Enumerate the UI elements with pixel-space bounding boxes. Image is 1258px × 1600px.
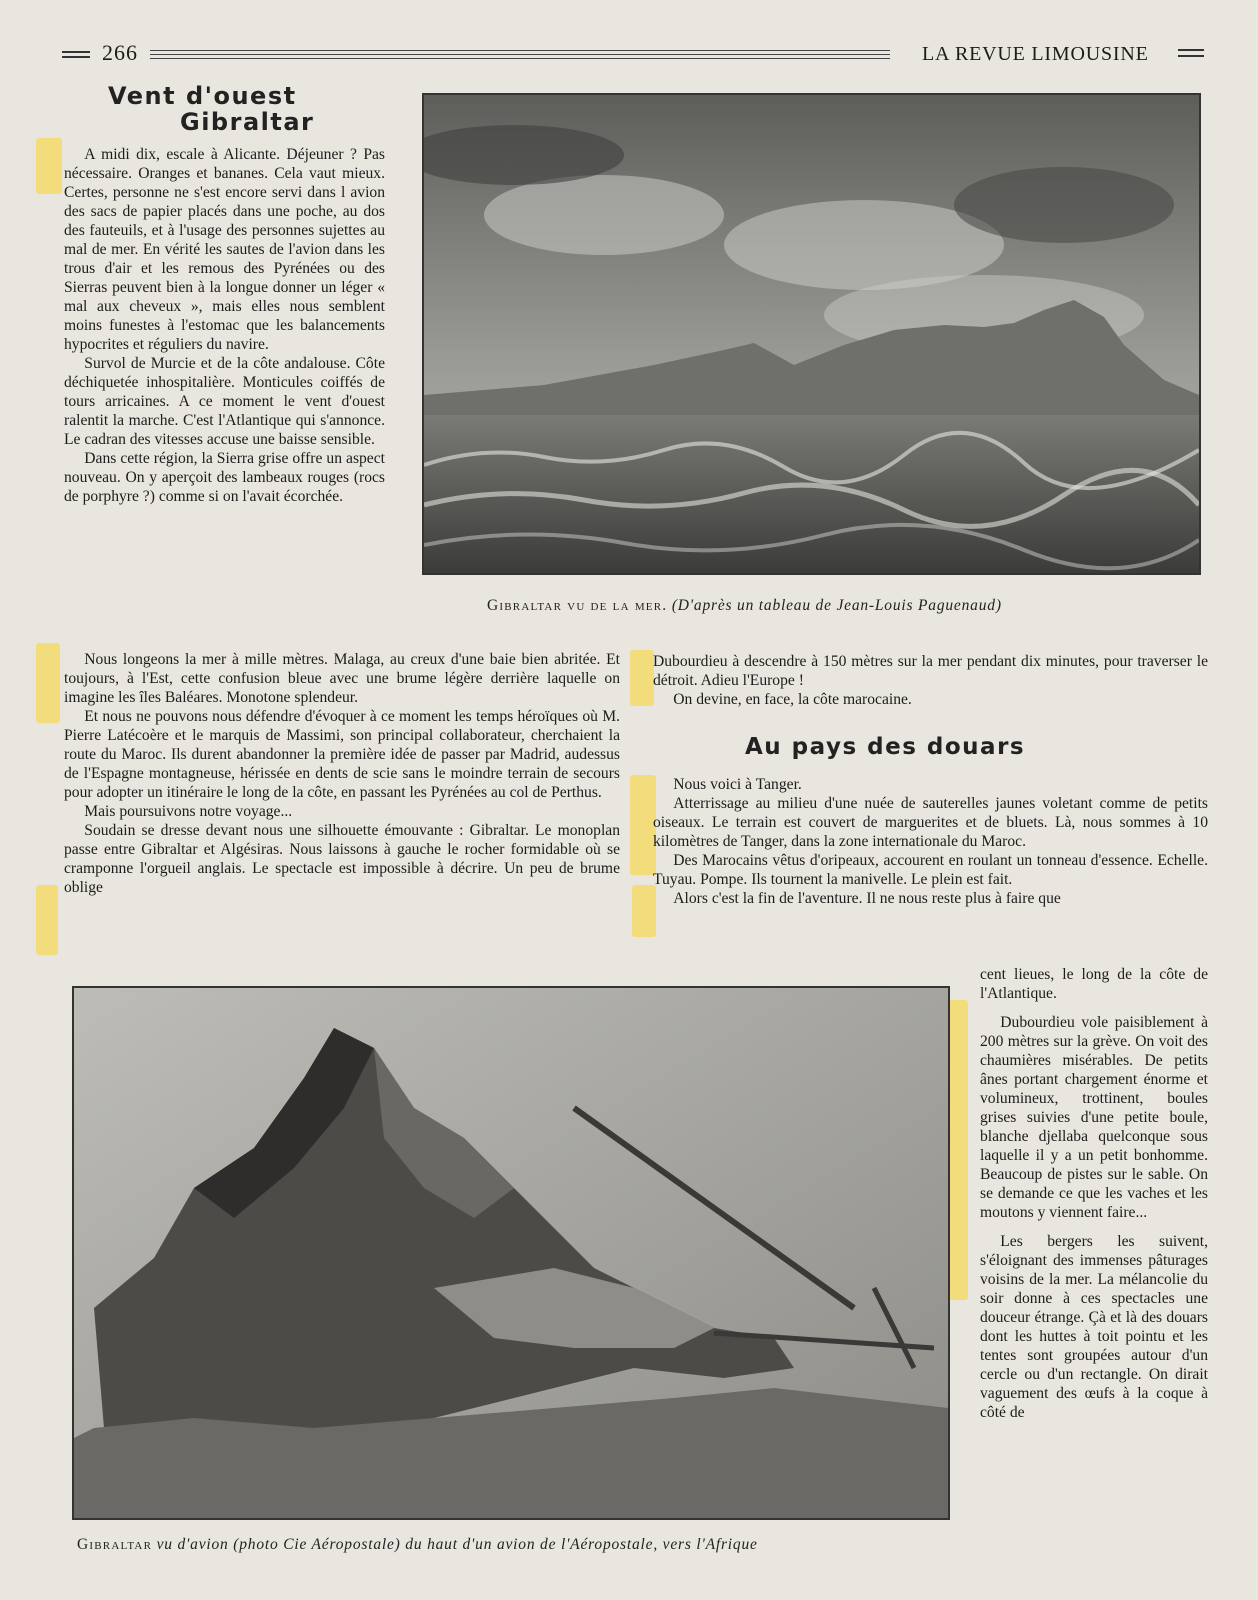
article-column-right-top: [653, 652, 1208, 709]
paragraph: Alors c'est la fin de l'aventure. Il ne nous reste plus à faire que: [673, 890, 1061, 907]
article-column-narrow: [980, 965, 1208, 1422]
caption-title: Gibraltar: [77, 1536, 153, 1553]
paragraph: Nous longeons la mer à mille mètres. Malaga, au creux d'une baie bien abritée. Et toujours, à l'Est, cette confusion bleue avec une brume légère derrière laquelle on imagine les îles Baléares. Monotone splendeur.: [64, 651, 620, 706]
section-title-line1: Vent d'ouest: [108, 82, 297, 110]
section-title-line2: Gibraltar: [180, 108, 315, 136]
paragraph: Survol de Murcie et de la côte andalouse. Côte déchiquetée inhospitalière. Monticules coiffés de tours arricaines. A ce moment le vent d'ouest ralentit la marche. C'est l'Atlantique qui s'annonce. Le cadran des vitesses accuse une baisse sensible.: [64, 355, 385, 448]
paragraph: Des Marocains vêtus d'oripeaux, accourent en roulant un tonneau d'essence. Echelle. Tuyau. Pompe. Ils tournent la manivelle. Le plein est fait.: [653, 852, 1208, 888]
caption-credit: vu d'avion (photo Cie Aéropostale) du haut d'un avion de l'Aéropostale, vers l'Afrique: [156, 1536, 758, 1553]
paragraph: cent lieues, le long de la côte de l'Atlantique.: [980, 966, 1208, 1002]
header-dash-left: [62, 51, 90, 53]
aerial-illustration: [74, 988, 948, 1518]
paragraph: On devine, en face, la côte marocaine.: [673, 691, 912, 708]
caption-credit: (D'après un tableau de Jean-Louis Paguenaud): [671, 597, 1002, 614]
header-rule-mid: [150, 54, 890, 55]
photo-caption-1: [487, 597, 1187, 615]
aerial-photo-gibraltar: [72, 986, 950, 1520]
header-dash-right: [1178, 49, 1204, 51]
paragraph: Dubourdieu vole paisiblement à 200 mètres sur la grève. On voit des chaumières misérables. De petits ânes portant chargement énorme et volumineux, trottinent, boules grises suivies d'une petite boule, blanche djellaba quelconque sous laquelle il y a un petit bonhomme. Beaucoup de pistes sur le sable. On se demande ce que les vaches et les moutons y viennent faire...: [980, 1014, 1208, 1221]
highlight-mark: [36, 885, 58, 955]
article-column-right: [653, 775, 1208, 908]
highlight-mark: [36, 643, 60, 723]
seascape-illustration: [424, 95, 1199, 573]
paragraph: Dubourdieu à descendre à 150 mètres sur la mer pendant dix minutes, pour traverser le détroit. Adieu l'Europe !: [653, 653, 1208, 689]
paragraph: A midi dix, escale à Alicante. Déjeuner ? Pas nécessaire. Oranges et bananes. Cela vaut mieux. Certes, personne ne s'est encore servi dans l avion des sacs de papier placés dans une poche, au dos des fauteuils, et à l'usage des personnes sujettes au mal de mer. En vérité les sautes de l'avion dans les trous d'air et les remous des Pyrénées ou des Sierras peuvent bien à la longue donner un léger « mal aux cheveux », mais elles nous semblent moins funestes à l'estomac que les balancements hypocrites et réguliers du navire.: [64, 146, 385, 353]
header-rule-top: [150, 50, 890, 51]
paragraph: Nous voici à Tanger.: [673, 776, 802, 793]
caption-title: Gibraltar vu de la mer.: [487, 597, 668, 614]
section-title-douars: Au pays des douars: [745, 734, 1026, 760]
painting-gibraltar-from-sea: [422, 93, 1201, 575]
header-dash-right-2: [1178, 55, 1204, 57]
paragraph: Soudain se dresse devant nous une silhouette émouvante : Gibraltar. Le monoplan passe entre Gibraltar et Algésiras. Nous laissons à gauche le rocher formidable où se cramponne l'orgueil anglais. Le spectacle est impossible à décrire. Un peu de brume oblige: [64, 822, 620, 896]
paragraph: Mais poursuivons notre voyage...: [84, 803, 293, 820]
highlight-mark: [36, 138, 62, 194]
photo-caption-2: [77, 1536, 957, 1554]
header-rule-bottom: [150, 58, 890, 59]
paragraph: Dans cette région, la Sierra grise offre un aspect nouveau. On y aperçoit des lambeaux rouges (rocs de porphyre ?) comme si on l'avait écorchée.: [64, 450, 385, 505]
highlight-mark: [630, 650, 654, 706]
article-column-wide: [64, 650, 620, 897]
journal-title: LA REVUE LIMOUSINE: [922, 43, 1149, 65]
paragraph: Et nous ne pouvons nous défendre d'évoquer à ce moment les temps héroïques où M. Pierre Latécoère et le marquis de Massimi, son principal collaborateur, cherchaient la route du Maroc. Ils durent abandonner la première idée de passer par Madrid, audessus de l'Espagne montagneuse, hérissée en dents de scie sans le moindre terrain de secours pour adopter un itinéraire le long de la côte, en passant les Pyrénées au col de Perthus.: [64, 708, 620, 801]
header-dash-left-2: [62, 56, 90, 58]
paragraph: Atterrissage au milieu d'une nuée de sauterelles jaunes voletant comme de petits oiseaux. Le terrain est couvert de marguerites et de bluets. Là, nous sommes à 10 kilomètres de Tanger, dans la zone internationale du Maroc.: [653, 795, 1208, 850]
article-column-left: [64, 145, 385, 506]
paragraph: Les bergers les suivent, s'éloignant des immenses pâturages voisins de la mer. La mélancolie du soir donne à ces spectacles une douceur étrange. Çà et là des douars dont les huttes à toit pointu et les tentes sont groupées autour d'un cercle ou d'un rectangle. On dirait vaguement des œufs à la coque à côté de: [980, 1233, 1208, 1421]
page-number: 266: [102, 40, 138, 65]
